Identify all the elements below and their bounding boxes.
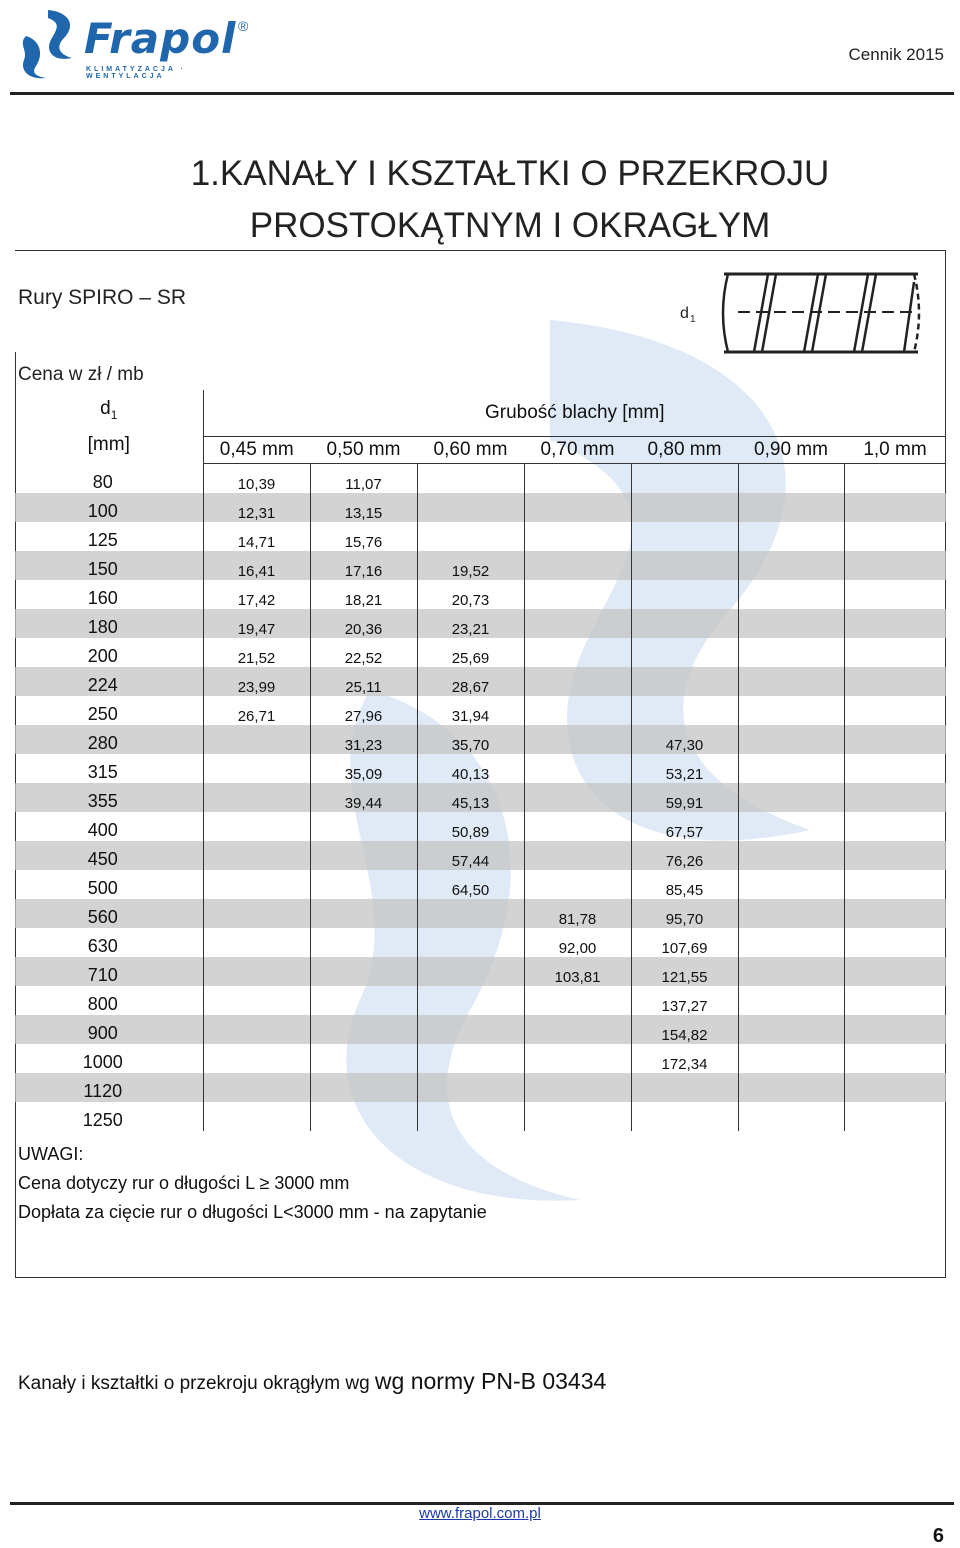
brand-name: Frapol (84, 14, 237, 63)
diameter-cell: 125 (15, 522, 203, 551)
price-cell: 20,73 (417, 580, 524, 609)
diameter-cell: 80 (15, 464, 203, 494)
price-cell: 22,52 (310, 638, 417, 667)
price-cell: 18,21 (310, 580, 417, 609)
price-cell (417, 957, 524, 986)
section-heading: Rury SPIRO – SR (18, 286, 187, 309)
page-title (160, 148, 860, 252)
price-cell (738, 812, 844, 841)
price-cell: 11,07 (310, 464, 417, 494)
price-cell: 85,45 (631, 870, 738, 899)
price-cell (524, 667, 631, 696)
price-cell (738, 551, 844, 580)
price-cell (844, 551, 946, 580)
price-cell (738, 986, 844, 1015)
price-cell: 25,69 (417, 638, 524, 667)
diameter-cell: 224 (15, 667, 203, 696)
price-cell (844, 812, 946, 841)
diameter-cell: 160 (15, 580, 203, 609)
price-cell: 40,13 (417, 754, 524, 783)
notes-length-condition: Cena dotyczy rur o długości L ≥ 3000 mm (18, 1173, 350, 1193)
table-row (15, 1044, 946, 1073)
price-cell: 50,89 (417, 812, 524, 841)
price-cell: 14,71 (237, 534, 276, 551)
price-cell (524, 464, 631, 494)
notes-heading: UWAGI: (18, 1144, 84, 1164)
price-cell (844, 783, 946, 812)
d1-unit: [mm] (87, 433, 130, 455)
price-cell: 23,21 (417, 609, 524, 638)
price-cell (310, 870, 417, 899)
table-row (15, 1015, 946, 1044)
price-cell (417, 522, 524, 551)
norm-reference-standard: wg normy PN-B 03434 (374, 1368, 607, 1394)
price-cell (738, 899, 844, 928)
diameter-cell: 710 (15, 957, 203, 986)
price-cell: 17,42 (237, 592, 276, 609)
price-cell: 103,81 (524, 957, 631, 986)
thickness-group-header: Grubość blachy [mm] (203, 390, 946, 437)
price-cell (738, 522, 844, 551)
price-cell: 19,52 (417, 551, 524, 580)
price-cell: 137,27 (631, 986, 738, 1015)
table-row (15, 870, 946, 899)
price-cell (738, 638, 844, 667)
thickness-column-header: 0,60 mm (417, 437, 524, 464)
price-table (15, 390, 946, 1131)
price-cell: 28,67 (417, 667, 524, 696)
price-cell (203, 986, 310, 1015)
table-row (15, 812, 946, 841)
price-cell (524, 841, 631, 870)
diagram-d1-label: d (680, 305, 689, 322)
table-row (15, 986, 946, 1015)
price-cell: 27,96 (310, 696, 417, 725)
diameter-cell: 800 (15, 986, 203, 1015)
diameter-cell: 200 (15, 638, 203, 667)
price-cell: 19,47 (203, 609, 310, 638)
page-number: 6 (932, 1525, 944, 1547)
price-cell (738, 609, 844, 638)
title-line-2: PROSTOKĄTNYM I OKRAGŁYM (249, 206, 771, 245)
price-cell (524, 754, 631, 783)
table-row (15, 957, 946, 986)
price-cell (310, 1015, 417, 1044)
price-cell (524, 1015, 631, 1044)
registered-mark: ® (238, 18, 249, 34)
price-cell: 95,70 (631, 899, 738, 928)
diameter-cell: 250 (15, 696, 203, 725)
diameter-cell: 280 (15, 725, 203, 754)
price-cell (631, 696, 738, 725)
price-cell (310, 1044, 417, 1073)
price-cell: 92,00 (524, 928, 631, 957)
price-cell (203, 1073, 310, 1102)
price-cell (844, 725, 946, 754)
diameter-cell: 450 (15, 841, 203, 870)
svg-text:1: 1 (690, 314, 696, 325)
website-link[interactable]: www.frapol.com.pl (419, 1505, 541, 1522)
table-row (15, 609, 946, 638)
price-cell (844, 667, 946, 696)
price-cell: 16,41 (203, 551, 310, 580)
price-cell (844, 1044, 946, 1073)
price-cell (203, 783, 310, 812)
price-cell (844, 696, 946, 725)
price-cell: 45,13 (417, 783, 524, 812)
price-cell (417, 986, 524, 1015)
price-cell (738, 725, 844, 754)
price-cell: 17,16 (310, 551, 417, 580)
price-cell (417, 1015, 524, 1044)
norm-reference (18, 1368, 606, 1395)
price-cell: 31,94 (417, 696, 524, 725)
price-cell (417, 928, 524, 957)
price-cell (203, 754, 310, 783)
price-cell (844, 870, 946, 899)
price-cell (417, 1073, 524, 1102)
price-cell (844, 609, 946, 638)
price-cell (203, 1015, 310, 1044)
price-cell (738, 667, 844, 696)
price-cell (738, 957, 844, 986)
price-cell (203, 899, 310, 928)
price-cell (631, 1102, 738, 1131)
table-row (15, 754, 946, 783)
norm-reference-text: Kanały i kształtki o przekroju okrągłym wg (18, 1373, 375, 1394)
price-list-year: Cennik 2015 (848, 45, 944, 64)
table-row (15, 1073, 946, 1102)
price-cell: 13,15 (310, 493, 417, 522)
price-cell: 67,57 (631, 812, 738, 841)
diameter-cell: 150 (15, 551, 203, 580)
price-cell (310, 1073, 417, 1102)
price-cell: 20,36 (310, 609, 417, 638)
price-cell: 107,69 (631, 928, 738, 957)
price-cell (310, 986, 417, 1015)
price-cell (524, 1102, 631, 1131)
price-cell (738, 783, 844, 812)
price-cell (844, 1073, 946, 1102)
diameter-cell: 315 (15, 754, 203, 783)
table-row (15, 638, 946, 667)
price-cell (844, 899, 946, 928)
price-cell (738, 1044, 844, 1073)
price-cell (738, 580, 844, 609)
price-cell (310, 812, 417, 841)
price-cell: 21,52 (237, 650, 276, 667)
thickness-column-header: 1,0 mm (844, 437, 946, 464)
diameter-cell: 630 (15, 928, 203, 957)
table-row (15, 580, 946, 609)
diameter-cell: 500 (15, 870, 203, 899)
table-row (15, 522, 946, 551)
price-cell: 15,76 (310, 522, 417, 551)
price-cell: 47,30 (631, 725, 738, 754)
price-cell (417, 493, 524, 522)
price-cell (631, 667, 738, 696)
price-cell: 10,39 (237, 476, 276, 493)
price-cell: 53,21 (631, 754, 738, 783)
price-cell: 57,44 (417, 841, 524, 870)
header-divider (10, 92, 954, 95)
price-cell (844, 638, 946, 667)
table-row (15, 899, 946, 928)
diameter-cell: 100 (15, 493, 203, 522)
price-cell (631, 551, 738, 580)
price-cell (524, 493, 631, 522)
diameter-cell: 1250 (15, 1102, 203, 1131)
price-cell: 35,09 (310, 754, 417, 783)
table-row (15, 551, 946, 580)
price-cell (844, 464, 946, 494)
price-cell (844, 1102, 946, 1131)
price-cell (203, 957, 310, 986)
price-cell (417, 1044, 524, 1073)
table-row (15, 1102, 946, 1131)
price-cell (631, 638, 738, 667)
price-cell (631, 1073, 738, 1102)
price-cell (631, 493, 738, 522)
price-cell (524, 1044, 631, 1073)
price-cell: 39,44 (310, 783, 417, 812)
price-cell (524, 522, 631, 551)
price-cell (738, 1102, 844, 1131)
price-cell (203, 870, 310, 899)
price-cell (738, 754, 844, 783)
price-cell (631, 580, 738, 609)
price-cell: 81,78 (524, 899, 631, 928)
price-cell (524, 696, 631, 725)
table-row (15, 667, 946, 696)
thickness-column-header: 0,90 mm (738, 437, 844, 464)
diameter-cell: 560 (15, 899, 203, 928)
price-cell (524, 1073, 631, 1102)
price-cell (203, 1044, 310, 1073)
price-cell (844, 522, 946, 551)
price-cell (844, 493, 946, 522)
table-row (15, 696, 946, 725)
notes-block (18, 1140, 487, 1227)
price-cell: 59,91 (631, 783, 738, 812)
thickness-column-header: 0,50 mm (310, 437, 417, 464)
price-cell (310, 957, 417, 986)
diameter-cell: 400 (15, 812, 203, 841)
price-cell (738, 493, 844, 522)
price-cell (417, 464, 524, 494)
price-cell (203, 928, 310, 957)
price-cell (738, 1073, 844, 1102)
price-cell (417, 899, 524, 928)
price-cell (203, 725, 310, 754)
price-cell: 31,23 (310, 725, 417, 754)
price-cell (310, 928, 417, 957)
price-cell (524, 783, 631, 812)
price-cell (738, 464, 844, 494)
price-cell (310, 841, 417, 870)
price-cell (738, 1015, 844, 1044)
thickness-column-header: 0,80 mm (631, 437, 738, 464)
price-cell (417, 1102, 524, 1131)
price-cell (738, 928, 844, 957)
price-cell (203, 812, 310, 841)
diameter-cell: 1120 (15, 1073, 203, 1102)
price-cell (524, 580, 631, 609)
diameter-cell: 355 (15, 783, 203, 812)
price-cell: 35,70 (417, 725, 524, 754)
price-cell (524, 870, 631, 899)
brand-tagline: KLIMATYZACJA · WENTYLACJA (86, 66, 186, 80)
price-cell (203, 1102, 310, 1131)
table-row (15, 841, 946, 870)
thickness-column-header: 0,70 mm (524, 437, 631, 464)
frapol-logo (12, 6, 252, 80)
d1-header: $d_1$ [mm] (15, 390, 203, 464)
price-cell (844, 1015, 946, 1044)
price-cell (844, 580, 946, 609)
price-cell: 154,82 (631, 1015, 738, 1044)
price-cell (310, 1102, 417, 1131)
title-line-1: 1.KANAŁY I KSZTAŁTKI O PRZEKROJU (190, 154, 830, 193)
price-cell (844, 754, 946, 783)
diameter-cell: 900 (15, 1015, 203, 1044)
notes-cutting-surcharge: Dopłata za cięcie rur o długości L<3000 mm - na zapytanie (18, 1202, 487, 1222)
price-cell: 25,11 (310, 667, 417, 696)
table-row (15, 725, 946, 754)
table-row (15, 928, 946, 957)
diameter-cell: 180 (15, 609, 203, 638)
price-cell (524, 725, 631, 754)
price-cell: 76,26 (631, 841, 738, 870)
price-cell (524, 638, 631, 667)
spiro-pipe-diagram (678, 262, 946, 372)
price-cell (738, 841, 844, 870)
price-cell (524, 812, 631, 841)
price-cell: 26,71 (237, 708, 276, 725)
price-cell (844, 928, 946, 957)
price-cell (738, 696, 844, 725)
price-cell (844, 957, 946, 986)
price-cell (310, 899, 417, 928)
diameter-cell: 1000 (15, 1044, 203, 1073)
price-cell: 121,55 (631, 957, 738, 986)
price-cell (738, 870, 844, 899)
price-cell (631, 464, 738, 494)
price-cell (203, 841, 310, 870)
price-cell: 23,99 (203, 667, 310, 696)
frapol-swoosh-icon (12, 6, 82, 80)
table-row (15, 783, 946, 812)
price-cell (631, 522, 738, 551)
thickness-column-header: 0,45 mm (203, 437, 310, 464)
price-cell (524, 986, 631, 1015)
price-cell: 64,50 (417, 870, 524, 899)
price-cell: 172,34 (631, 1044, 738, 1073)
price-cell (844, 841, 946, 870)
price-cell (524, 609, 631, 638)
price-unit-label: Cena w zł / mb (18, 364, 144, 385)
price-cell: 12,31 (203, 493, 310, 522)
price-cell (844, 986, 946, 1015)
table-row (15, 493, 946, 522)
table-row (15, 464, 946, 494)
price-cell (524, 551, 631, 580)
price-cell (631, 609, 738, 638)
